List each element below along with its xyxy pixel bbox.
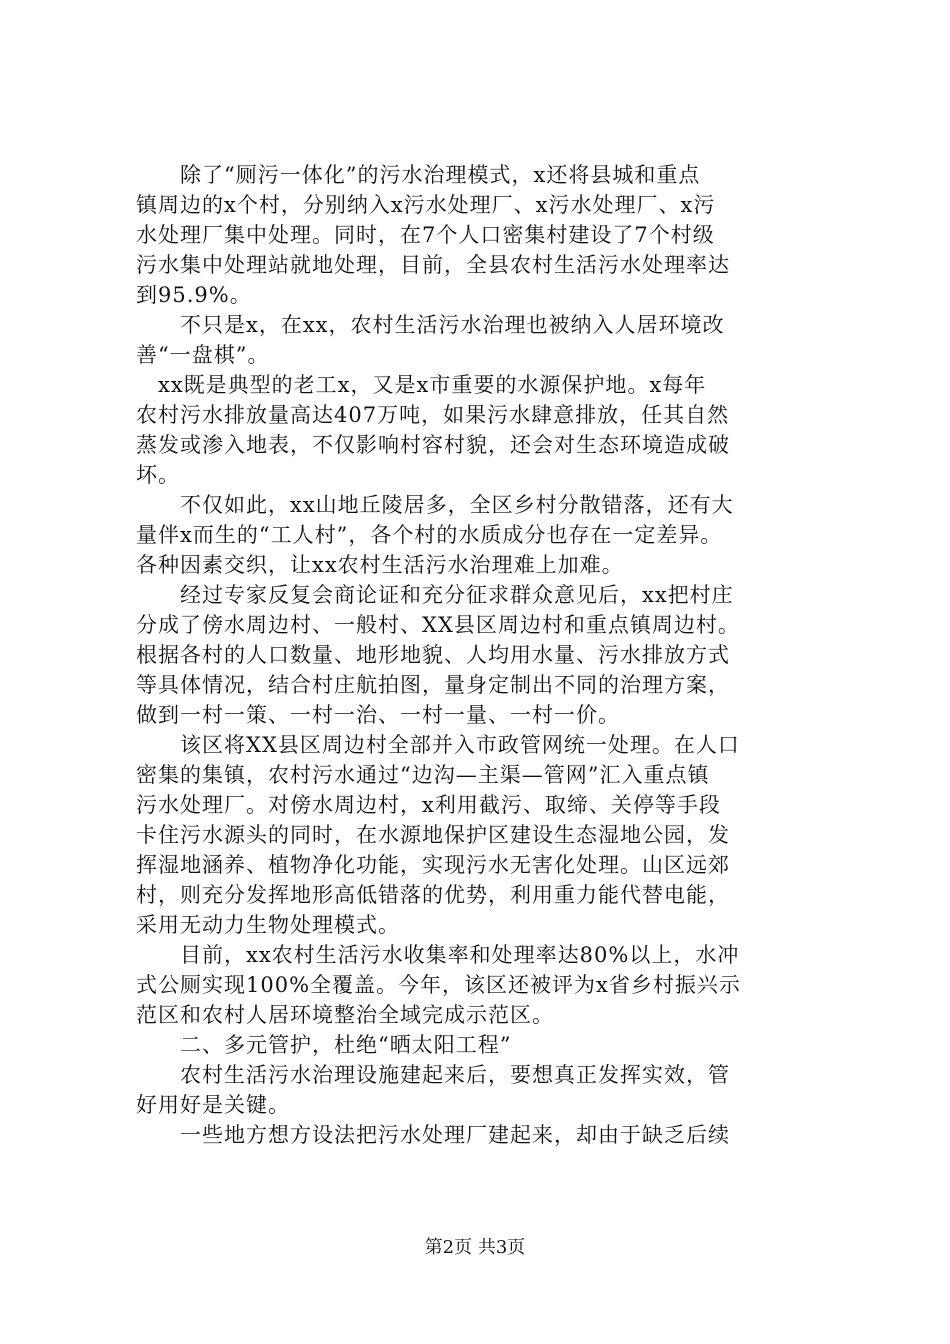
text-line: 挥湿地涵养、植物净化功能，实现污水无害化处理。山区远郊: [136, 853, 730, 877]
text-line: 污水处理厂。对傍水周边村，x利用截污、取缔、关停等手段: [136, 793, 721, 817]
text-line: 到95.9%。: [136, 283, 252, 307]
text-line: 镇周边的x个村，分别纳入x污水处理厂、x污水处理厂、x污: [136, 193, 716, 217]
text-line: 污水集中处理站就地处理，目前，全县农村生活污水处理率达: [136, 253, 730, 277]
text-line: 各种因素交织，让xx农村生活污水治理难上加难。: [136, 553, 624, 577]
text-line: 好用好是关键。: [136, 1093, 290, 1117]
text-line: 不仅如此，xx山地丘陵居多，全区乡村分散错落，还有大: [136, 493, 734, 517]
text-line: 根据各村的人口数量、地形地貌、人均用水量、污水排放方式: [136, 643, 730, 667]
text-line: 等具体情况，结合村庄航拍图，量身定制出不同的治理方案，: [136, 673, 730, 697]
page-footer: 第2页 共3页: [424, 1237, 526, 1258]
text-line: 分成了傍水周边村、一般村、XX县区周边村和重点镇周边村。: [136, 613, 740, 637]
text-line: 该区将XX县区周边村全部并入市政管网统一处理。在人口: [136, 733, 740, 757]
text-line: 村，则充分发挥地形高低错落的优势，利用重力能代替电能，: [136, 883, 730, 907]
text-line: 做到一村一策、一村一治、一村一量、一村一价。: [136, 703, 620, 727]
text-line: 坏。: [136, 463, 180, 487]
text-line: 水处理厂集中处理。同时，在7个人口密集村建设了7个村级: [136, 223, 715, 247]
text-line: 采用无动力生物处理模式。: [136, 913, 400, 937]
text-line: 范区和农村人居环境整治全域完成示范区。: [136, 1003, 554, 1027]
text-line: 一些地方想方设法把污水处理厂建起来，却由于缺乏后续: [136, 1123, 730, 1147]
text-line: 二、多元管护，杜绝“晒太阳工程”: [136, 1033, 512, 1057]
text-line: 量伴x而生的“工人村”，各个村的水质成分也存在一定差异。: [136, 523, 723, 547]
text-line: 经过专家反复会商论证和充分征求群众意见后，xx把村庄: [136, 583, 734, 607]
text-line: 善“一盘棋”。: [136, 343, 270, 367]
text-line: 目前，xx农村生活污水收集率和处理率达80%以上，水冲: [136, 943, 740, 967]
text-line: xx既是典型的老工x，又是x市重要的水源保护地。x每年: [136, 373, 707, 397]
text-line: 密集的集镇，农村污水通过“边沟—主渠—管网”汇入重点镇: [136, 763, 710, 787]
text-line: 农村污水排放量高达407万吨，如果污水肆意排放，任其自然: [136, 403, 730, 427]
text-line: 农村生活污水治理设施建起来后，要想真正发挥实效，管: [136, 1063, 730, 1087]
text-line: 式公厕实现100%全覆盖。今年，该区还被评为x省乡村振兴示: [136, 973, 741, 997]
text-line: 蒸发或渗入地表，不仅影响村容村貌，还会对生态环境造成破: [136, 433, 730, 457]
text-line: 除了“厕污一体化”的污水治理模式，x还将县城和重点: [136, 163, 701, 187]
text-line: 不只是x，在xx，农村生活污水治理也被纳入人居环境改: [136, 313, 725, 337]
text-line: 卡住污水源头的同时，在水源地保护区建设生态湿地公园，发: [136, 823, 730, 847]
